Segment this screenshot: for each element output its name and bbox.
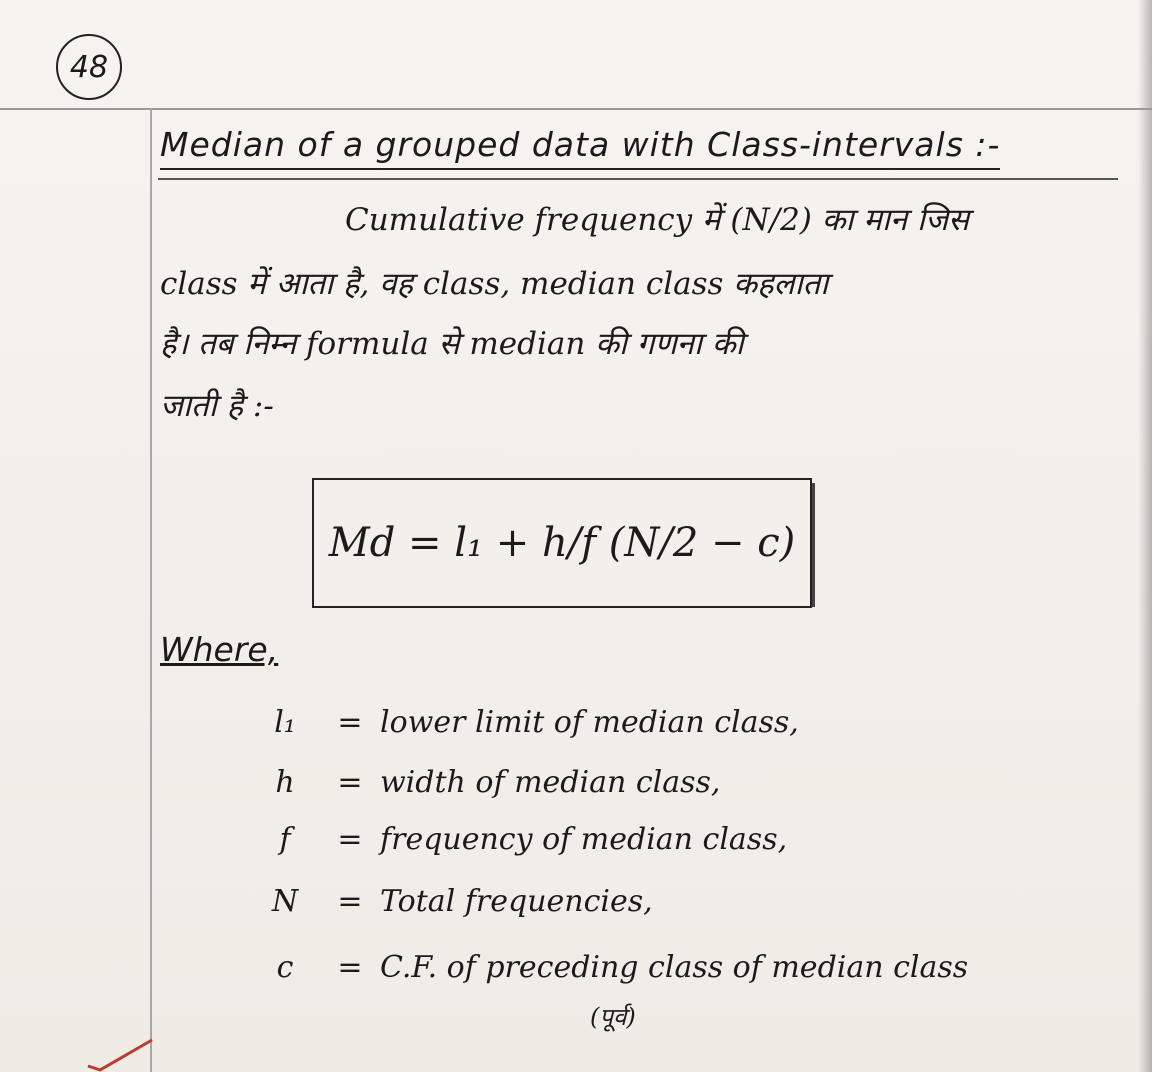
definition-row <box>250 705 799 740</box>
definition-equals: = <box>337 950 363 985</box>
definition-equals: = <box>337 822 363 857</box>
paragraph-line-4: जाती है :- <box>160 388 274 424</box>
definition-text: frequency of median class, <box>380 822 788 857</box>
definition-text: Total frequencies, <box>380 884 653 919</box>
definition-text: width of median class, <box>380 765 721 800</box>
header-rule <box>0 108 1152 110</box>
definition-symbol: c <box>276 950 294 985</box>
definition-equals: = <box>337 765 363 800</box>
section-title: Median of a grouped data with Class-intervals :- <box>160 125 1000 170</box>
where-label: Where, <box>160 630 279 669</box>
definition-row <box>250 950 968 985</box>
hindi-note: (पूर्व) <box>590 1003 636 1031</box>
paragraph-line-3: है। तब निम्न formula से median की गणना की <box>160 326 744 362</box>
page-edge-shadow <box>1138 0 1152 1072</box>
definition-symbol: f <box>279 822 291 857</box>
definition-equals: = <box>337 705 363 740</box>
definition-row <box>250 822 787 857</box>
definition-text: lower limit of median class, <box>380 705 799 740</box>
definition-text: C.F. of preceding class of median class <box>380 950 969 985</box>
margin-line <box>150 108 152 1072</box>
page-number: 48 <box>56 34 122 100</box>
title-underline <box>158 178 1118 180</box>
definition-symbol: l₁ <box>274 705 296 740</box>
definition-row <box>250 765 720 800</box>
paragraph-line-1: Cumulative frequency में (N/2) का मान जिस <box>345 202 970 238</box>
red-check-mark-icon <box>86 1036 156 1072</box>
definition-equals: = <box>337 884 363 919</box>
paragraph-line-2: class में आता है, वह class, median class कहलाता <box>160 266 829 302</box>
definition-symbol: N <box>271 884 299 919</box>
definition-row <box>250 884 653 919</box>
median-formula: Md = l₁ + h/f (N/2 − c) <box>328 520 796 566</box>
definition-symbol: h <box>275 765 295 800</box>
median-formula-box <box>312 478 812 608</box>
